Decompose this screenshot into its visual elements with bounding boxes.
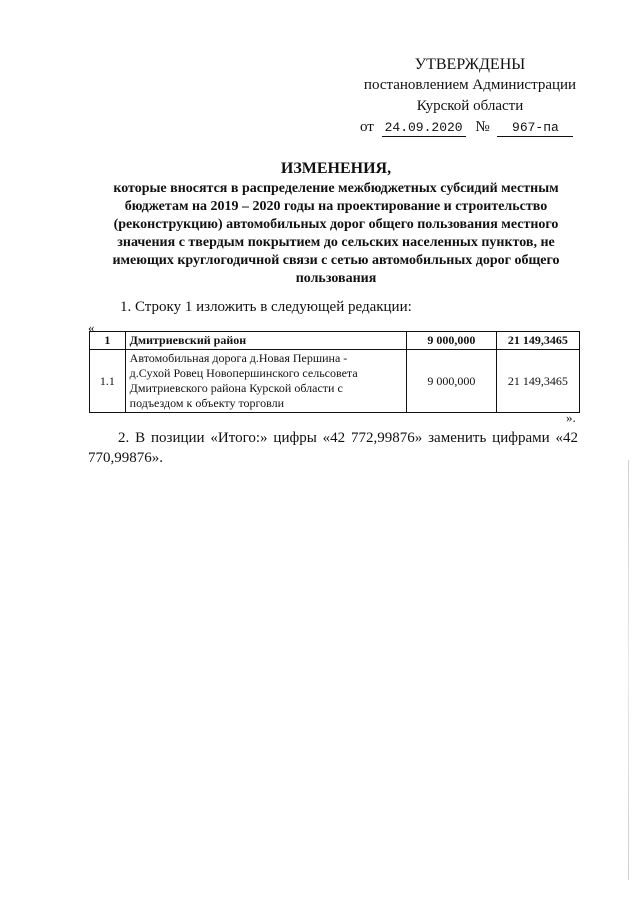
closing-quote: ».: [566, 410, 576, 425]
table-row: [90, 350, 580, 413]
number-label: №: [475, 119, 490, 135]
row-name-line: Дмитриевского района Курской области с: [129, 381, 343, 395]
subtitle-line: бюджетам на 2019 – 2020 годы на проектирование и строительство: [124, 199, 548, 214]
table-row: [90, 332, 580, 350]
approval-line-2: Курской области: [416, 98, 524, 114]
row-name: [125, 332, 406, 350]
paragraph-2: [88, 428, 578, 468]
row-name-line: подъездом к объекту торговли: [129, 396, 285, 410]
document-subtitle: [86, 180, 586, 288]
subtitle-line: значения с твердым покрытием до сельских населенных пунктов, не: [117, 235, 555, 250]
paragraph-2-text: 2. В позиции «Итого:» цифры «42 772,99876» заменить цифрами «42 770,99876».: [88, 430, 578, 466]
row-value-2: 21 149,3465: [496, 332, 579, 350]
row-value-2: 21 149,3465: [496, 350, 579, 413]
opening-quote: «: [88, 320, 95, 335]
row-number: 1: [90, 332, 126, 350]
decree-number: 967-па: [497, 120, 573, 137]
approval-heading: УТВЕРЖДЕНЫ: [414, 56, 526, 73]
approval-dateline: [360, 117, 580, 138]
subtitle-line: (реконструкцию) автомобильных дорог общего пользования местного: [113, 217, 559, 232]
row-value-1: 9 000,000: [406, 332, 496, 350]
changes-table: [89, 331, 580, 413]
row-name-line: д.Сухой Ровец Новопершинского сельсовета: [129, 366, 358, 380]
row-name-line: Дмитриевский район: [129, 333, 247, 347]
subtitle-line: пользования: [295, 271, 377, 286]
decree-date: 24.09.2020: [382, 120, 466, 137]
row-name-line: Автомобильная дорога д.Новая Першина -: [129, 351, 348, 365]
subtitle-line: которые вносятся в распределение межбюджетных субсидий местным: [113, 181, 559, 196]
document-title: ИЗМЕНЕНИЯ,: [280, 160, 392, 177]
scan-artifact-line: [628, 460, 629, 880]
row-name: [125, 350, 406, 413]
approval-line-1: постановлением Администрации: [363, 77, 577, 93]
subtitle-line: имеющих круглогодичной связи с сетью автомобильных дорог общего: [112, 253, 560, 268]
from-label: от: [360, 119, 374, 135]
row-number: 1.1: [90, 350, 126, 413]
approval-block: [360, 54, 580, 138]
paragraph-1: 1. Строку 1 изложить в следующей редакции:: [120, 299, 412, 315]
row-value-1: 9 000,000: [406, 350, 496, 413]
